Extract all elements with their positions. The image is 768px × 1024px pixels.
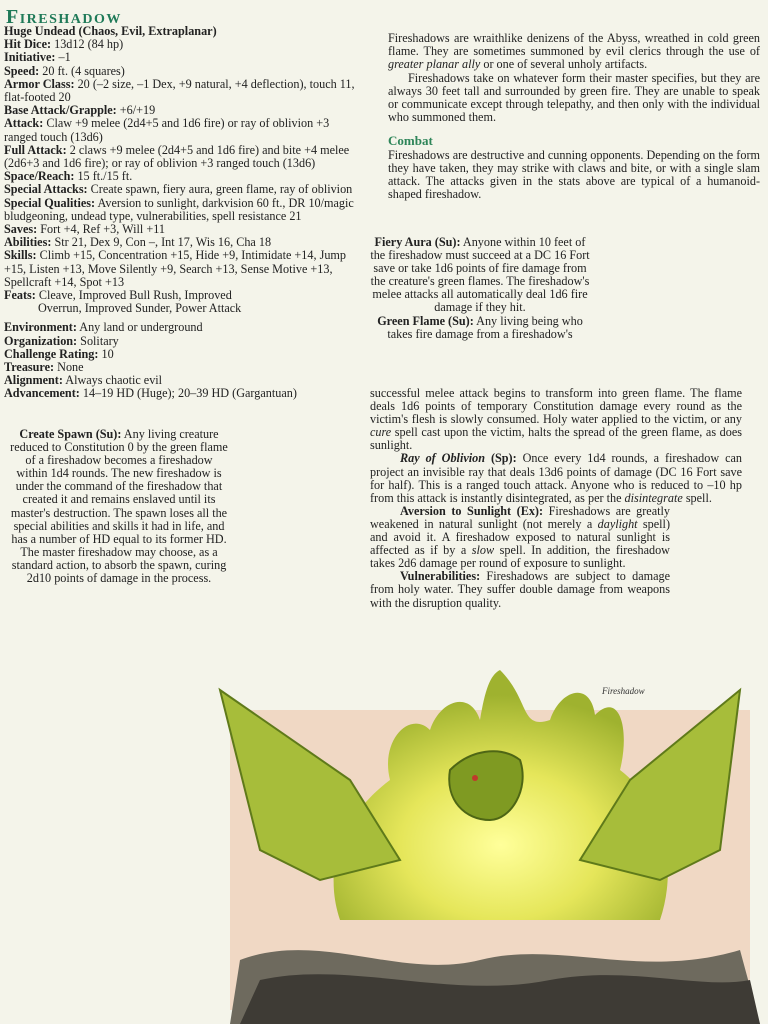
stat-label: Treasure: [4, 360, 55, 375]
ray-label: Ray of Oblivion [400, 451, 485, 466]
create-spawn-block [10, 428, 228, 585]
stat-label: Full Attack: [4, 142, 67, 157]
vulnerabilities-paragraph [370, 570, 670, 609]
ray-label-suffix: (Sp): [485, 451, 517, 466]
stat-line [4, 249, 364, 289]
stat-label: Base Attack/Grapple: [4, 103, 117, 118]
intro-paragraph-1 [388, 32, 760, 72]
stat-label: Feats: [4, 288, 36, 303]
combat-text: Fireshadows are destructive and cunning opponents. Depending on the form they have taken, they may strike with claws and bite, or with a single slam attack. The attacks given in the stats above are typical of a humanoid-shaped fireshadow. [388, 147, 760, 202]
green-flame-label: Green Flame (Su): [377, 313, 474, 328]
stat-line [4, 197, 364, 223]
green-flame-text-c: spell cast upon the victim, halts the spread of the green flame, as does sunlight. [370, 425, 742, 453]
stat-label: Space/Reach: [4, 169, 75, 184]
stat-value: Fort +4, Ref +3, Will +11 [37, 222, 165, 237]
stat-label: Alignment: [4, 373, 63, 388]
stat-label: Initiative: [4, 50, 56, 65]
stat-value: Create spawn, fiery aura, green flame, ray of oblivion [87, 182, 353, 197]
intro-block [388, 32, 760, 201]
illustration-caption: Fireshadow [602, 686, 645, 696]
stat-line [4, 117, 364, 143]
fireshadow-illustration [200, 660, 760, 1024]
stat-value: 2 claws +9 melee (2d4+5 and 1d6 fire) and bite +4 melee (2d6+3 and 1d6 fire); or ray of oblivion +3 ranged touch (13d6) [4, 142, 350, 171]
green-flame-cure: cure [370, 425, 392, 440]
abilities-block [370, 387, 742, 610]
stat-label: Special Qualities: [4, 195, 96, 210]
stat-label: Attack: [4, 116, 44, 131]
create-spawn-text: Any living creature reduced to Constitution 0 by the green flame of a fireshadow becomes a fireshadow within 1d4 rounds. The new fireshadow is under the command of the fireshadow that created it and remains enslaved until its master's destruction. The spawn loses all the special abilities and skills it had in life, and has a number of HD equal to its former HD. The master fireshadow may choose, as a standard action, to absorb the spawn, curing 2d10 points of damage in the process. [10, 427, 228, 586]
fiery-aura-label: Fiery Aura (Su): [374, 235, 461, 249]
ray-paragraph [370, 452, 742, 504]
stat-label: Advancement: [4, 386, 80, 401]
vulnerabilities-label: Vulnerabilities: [400, 569, 481, 584]
stat-label: Saves: [4, 222, 38, 237]
stat-line [4, 78, 364, 104]
creature-eye [472, 775, 478, 781]
stat-value: Str 21, Dex 9, Con –, Int 17, Wis 16, Cha 18 [51, 235, 272, 250]
stat-value: 15 ft./15 ft. [74, 169, 133, 184]
aversion-label: Aversion to Sunlight (Ex): [400, 503, 544, 518]
aversion-daylight: daylight [597, 516, 638, 531]
intro-paragraph-2: Fireshadows take on whatever form their master specifies, but they are always 30 feet tall and surrounded by green fire. They are unable to speak or communicate except through telepathy, and then only with the individual who summoned them. [388, 70, 760, 125]
stat-value: 14–19 HD (Huge); 20–39 HD (Gargantuan) [79, 386, 297, 401]
stat-value: Climb +15, Concentration +15, Hide +9, Intimidate +14, Jump +15, Listen +13, Move Silently +9, Search +13, Sense Motive +13, Spellcraft +14, Spot +13 [4, 248, 346, 289]
green-flame-continued [370, 387, 742, 452]
aversion-slow: slow [471, 543, 495, 558]
stat-label: Armor Class: [4, 76, 75, 91]
fiery-aura-block [370, 236, 590, 341]
ray-text-b: spell. [682, 490, 712, 505]
stat-value: Cleave, Improved Bull Rush, Improved [35, 288, 232, 303]
stat-label: Challenge Rating: [4, 346, 99, 361]
stat-value: Any land or underground [76, 320, 203, 335]
green-flame-text-a: Any living being who takes fire damage from a fireshadow's [387, 313, 583, 341]
stat-value: Always chaotic evil [62, 373, 163, 388]
stat-value: Overrun, Improved Sunder, Power Attack [38, 301, 242, 316]
stat-value: Aversion to sunlight, darkvision 60 ft., DR 10/magic bludgeoning, undead type, vulnerabilities, spell resistance 21 [4, 195, 354, 223]
stat-block [4, 25, 364, 401]
aversion-text-c: spell. In addition, the fireshadow takes 2d6 damage per round of exposure to sunlight. [370, 543, 670, 571]
stat-label: Skills: [4, 248, 37, 263]
vulnerabilities-text: Fireshadows are subject to damage from holy water. They suffer double damage from weapons with the disruption quality. [370, 569, 670, 610]
aversion-text-b: spell) and avoid it. A fireshadow exposed to natural sunlight is affected as if by a [370, 516, 671, 558]
stat-label: Special Attacks: [4, 182, 88, 197]
stat-label: Environment: [4, 320, 77, 335]
stat-value: 10 [98, 346, 114, 361]
stat-value: 20 (–2 size, –1 Dex, +9 natural, +4 deflection), touch 11, flat-footed 20 [4, 76, 355, 105]
stat-value: Huge Undead (Chaos, Evil, Extraplanar) [4, 24, 217, 38]
stat-value: 20 ft. (4 squares) [39, 63, 125, 78]
green-flame-text-b: successful melee attack begins to transform into green flame. The flame deals 1d6 points of temporary Constitution damage every round as the victim's flesh is slowly consumed. Holy water applied to the victim, or any [370, 386, 742, 427]
create-spawn-label: Create Spawn (Su): [19, 427, 122, 441]
stat-label: Speed: [4, 63, 40, 78]
intro-text-a: Fireshadows are wraithlike denizens of the Abyss, wreathed in cold green flame. They are sometimes summoned by evil clerics through the use of [388, 31, 760, 59]
ray-text-a: Once every 1d4 rounds, a fireshadow can project an invisible ray that deals 13d6 points of damage (DC 16 Fort save for half). This is a ranged touch attack. Anyone who is reduced to –10 hp from this attack is instantly disintegrated, as per the [370, 451, 742, 505]
stat-value: –1 [55, 50, 71, 65]
stat-line [4, 302, 364, 315]
combat-heading: Combat [388, 133, 433, 149]
stat-line [4, 144, 364, 170]
page-title: Fireshadow [6, 6, 122, 28]
ray-spell: disintegrate [624, 490, 683, 505]
stat-label: Hit Dice: [4, 37, 52, 52]
fiery-aura-text: Anyone within 10 feet of the fireshadow must succeed at a DC 16 Fort save or take 1d6 points of fire damage from the creature's green flames. The fireshadow's melee attacks all automatically deal 1d6 fire damage if they hit. [370, 235, 590, 315]
intro-text-b: or one of several unholy artifacts. [480, 57, 648, 72]
stat-value: Solitary [77, 333, 119, 348]
stat-line [4, 387, 364, 400]
aversion-paragraph [370, 505, 670, 570]
stat-value: +6/+19 [116, 103, 156, 118]
aversion-text-a: Fireshadows are greatly weakened in natural sunlight (not merely a [370, 503, 670, 531]
stat-label: Organization: [4, 333, 78, 348]
stat-label: Abilities: [4, 235, 52, 250]
stat-value: Claw +9 melee (2d4+5 and 1d6 fire) or ray of oblivion +3 ranged touch (13d6) [4, 116, 330, 144]
stat-value: None [54, 360, 84, 375]
stat-value: 13d12 (84 hp) [51, 37, 124, 52]
intro-spell-name: greater planar ally [388, 57, 481, 72]
